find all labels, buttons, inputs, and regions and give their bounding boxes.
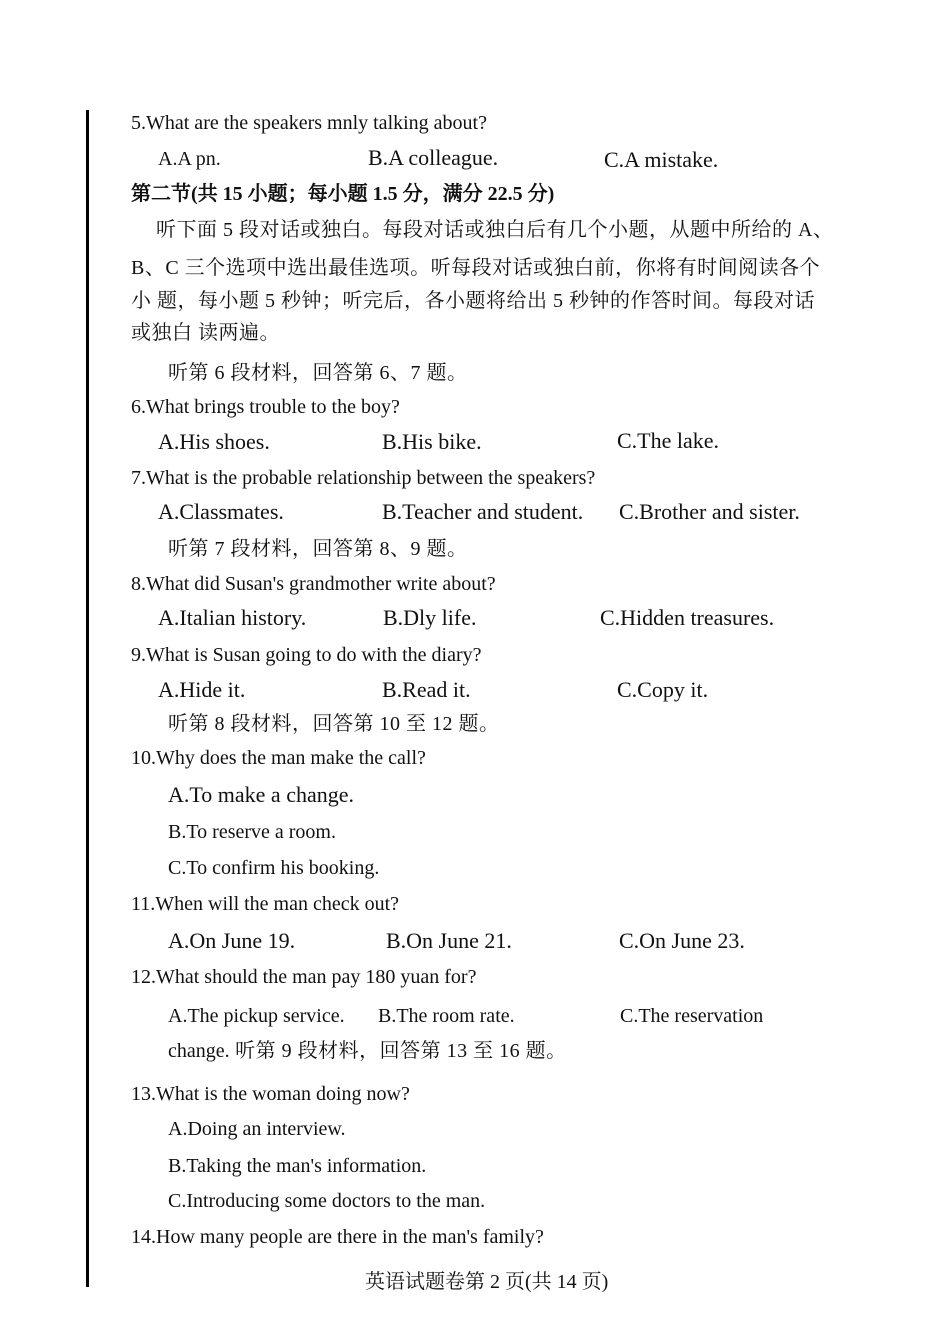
question-6: 6.What brings trouble to the boy?	[131, 396, 400, 418]
q12-option-c: C.The reservation	[620, 1005, 764, 1027]
q11-option-c: C.On June 23.	[619, 928, 745, 953]
q9-option-c: C.Copy it.	[617, 677, 709, 702]
material-9-heading: 听第 9 段材料，回答第 13 至 16 题。	[229, 1040, 567, 1062]
q7-option-c: C.Brother and sister.	[619, 499, 800, 524]
q9-option-a: A.Hide it.	[158, 677, 246, 702]
left-margin-rule	[86, 110, 89, 1287]
q5-option-a: A.A pn.	[158, 148, 221, 170]
q12-option-c-tail: change.	[168, 1040, 230, 1062]
question-7: 7.What is the probable relationship between the speakers?	[131, 467, 596, 489]
material-6-heading: 听第 6 段材料，回答第 6、7 题。	[168, 362, 468, 384]
q7-option-b: B.Teacher and student.	[382, 499, 584, 524]
q11-option-b: B.On June 21.	[386, 928, 512, 953]
q5-option-b: B.A colleague.	[368, 145, 499, 170]
q6-option-a: A.His shoes.	[158, 429, 270, 454]
q10-option-c: C.To confirm his booking.	[168, 857, 380, 879]
question-12: 12.What should the man pay 180 yuan for?	[131, 966, 477, 988]
q12-option-b: B.The room rate.	[378, 1005, 515, 1027]
q8-option-a: A.Italian history.	[158, 605, 307, 630]
section-2-instruction-4: 或独白 读两遍。	[131, 322, 280, 344]
question-9: 9.What is Susan going to do with the diary?	[131, 644, 482, 666]
question-8: 8.What did Susan's grandmother write about?	[131, 573, 496, 595]
section-2-title: 第二节(共 15 小题；每小题 1.5 分，满分 22.5 分)	[131, 183, 555, 205]
section-2-instruction-2: B、C 三个选项中选出最佳选项。听每段对话或独白前，你将有时间阅读各个	[131, 257, 821, 279]
q13-option-c: C.Introducing some doctors to the man.	[168, 1190, 486, 1212]
q10-option-a: A.To make a change.	[168, 782, 354, 807]
q7-option-a: A.Classmates.	[158, 499, 284, 524]
question-11: 11.When will the man check out?	[131, 893, 400, 915]
q12-option-a: A.The pickup service.	[168, 1005, 345, 1027]
q6-option-b: B.His bike.	[382, 429, 482, 454]
question-5: 5.What are the speakers mnly talking about?	[131, 112, 487, 134]
q9-option-b: B.Read it.	[382, 677, 471, 702]
q8-option-c: C.Hidden treasures.	[600, 605, 775, 630]
q6-option-c: C.The lake.	[617, 428, 720, 453]
q12-option-c-continued	[168, 1039, 567, 1063]
section-2-instruction-1: 听下面 5 段对话或独白。每段对话或独白后有几个小题，从题中所给的 A、	[156, 219, 834, 241]
q13-option-a: A.Doing an interview.	[168, 1118, 346, 1140]
q13-option-b: B.Taking the man's information.	[168, 1155, 427, 1177]
page-footer: 英语试题卷第 2 页(共 14 页)	[365, 1271, 609, 1293]
section-2-instruction-3: 小 题，每小题 5 秒钟；听完后，各小题将给出 5 秒钟的作答时间。每段对话	[131, 290, 815, 312]
q8-option-b: B.Dly life.	[383, 605, 477, 630]
question-13: 13.What is the woman doing now?	[131, 1083, 410, 1105]
q10-option-b: B.To reserve a room.	[168, 821, 336, 843]
q11-option-a: A.On June 19.	[168, 928, 296, 953]
question-14: 14.How many people are there in the man's family?	[131, 1226, 544, 1248]
material-7-heading: 听第 7 段材料，回答第 8、9 题。	[168, 538, 468, 560]
q5-option-c: C.A mistake.	[604, 147, 719, 172]
question-10: 10.Why does the man make the call?	[131, 747, 426, 769]
material-8-heading: 听第 8 段材料，回答第 10 至 12 题。	[168, 713, 500, 735]
